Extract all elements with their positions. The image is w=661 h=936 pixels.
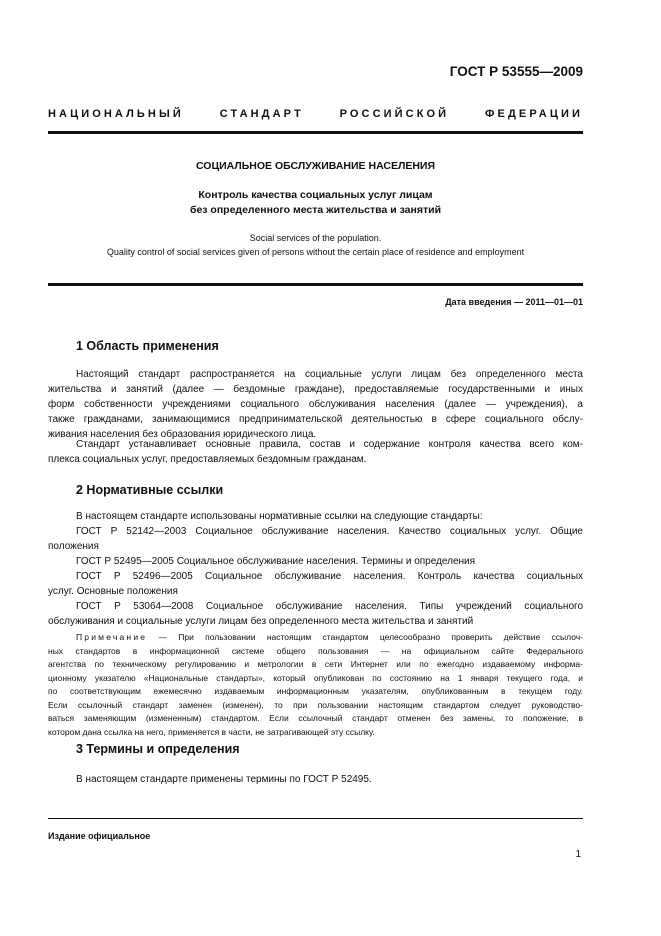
introduction-date: Дата введения — 2011—01—01 [445,297,583,307]
standard-subtitle [48,188,583,218]
section-3-paragraph [76,772,583,787]
text-line: Стандарт устанавливает основные правила, состав и содержание контроля качества всего ком- [76,439,583,450]
english-title-line: Social services of the population. [249,233,382,243]
text-line: живания населения без образования юридического лица. [48,429,317,440]
text-line: форм собственности учреждениями социального обслуживания населения (далее — учреждения), а [48,399,583,410]
reference-line: услуг. Основные положения [48,586,178,597]
section-1-paragraph-2 [48,437,583,467]
note-line: агентства по техническому регулированию и метрологии в сети Интернет или по ежегодно издаваемому информа- [48,659,583,669]
note-line: Если ссылочный стандарт заменен (изменен), то при пользовании настоящим стандартом следует руководство- [48,699,583,710]
national-standard-banner: НАЦИОНАЛЬНЫЙ СТАНДАРТ РОССИЙСКОЙ ФЕДЕРАЦИИ [48,108,583,120]
english-title-line: Quality control of social services given of persons without the certain place of residence and employment [106,247,525,257]
standard-title: СОЦИАЛЬНОЕ ОБСЛУЖИВАНИЕ НАСЕЛЕНИЯ [195,160,436,172]
note-line: по соответствующим ежемесячно издаваемым информационным указателям, опубликованным в текущем году. [48,686,583,696]
reference-line: обслуживания и социальные услуги лицам без определенного места жительства и занятий [48,616,474,627]
subtitle-line: без определенного места жительства и занятий [189,204,442,216]
english-title [48,231,583,259]
subtitle-line: Контроль качества социальных услуг лицам [198,189,433,201]
note-line: ваться заменяющим (измененным) стандартом. Если ссылочный стандарт отменен без замены, то положение, в [48,713,583,723]
note-label: Примечание [76,632,148,642]
text-line: плекса социальных услуг, предоставляемых бездомным гражданам. [48,454,367,465]
reference-line: ГОСТ Р 52496—2005 Социальное обслуживание населения. Контроль качества социальных [76,571,583,582]
reference-line: положения [48,541,99,552]
text-line: Настоящий стандарт распространяется на социальные услуги лицам без определенного места [76,369,583,380]
header-rule [48,131,583,134]
text-line: также гражданами, занимающимися предпринимательской деятельностью в сфере социального обслу- [48,414,583,425]
section-2-references [48,509,583,629]
section-1-heading: 1 Область применения [76,339,219,353]
reference-line: ГОСТ Р 52495—2005 Социальное обслуживание населения. Термины и определения [76,556,476,567]
section-1-paragraph-1 [48,367,583,442]
section-3-heading: 3 Термины и определения [76,742,240,756]
note-line: ционному указателю «Национальные стандарты», который опубликован по состоянию на 1 января текущего года, и [48,672,583,683]
note-text: — При пользовании настоящим стандартом целесообразно проверить действие ссылоч- [147,632,583,642]
note-line: котором дана ссылка на него, применяется в части, не затрагивающей эту ссылку. [48,726,375,737]
text-line: жительства и занятий (далее — бездомные граждане), предоставляемые государственными и иных [48,384,583,395]
note-line: ных стандартов в информационной системе общего пользования — на официальном сайте Федерального [48,645,583,656]
text-line: В настоящем стандарте применены термины по ГОСТ Р 52495. [76,774,372,785]
text-line: В настоящем стандарте использованы нормативные ссылки на следующие стандарты: [76,511,483,522]
reference-line: ГОСТ Р 52142—2003 Социальное обслуживание населения. Качество социальных услуг. Общие [76,526,583,537]
page-number: 1 [575,849,581,860]
document-code: ГОСТ Р 53555—2009 [449,64,583,79]
footer-rule [48,818,583,819]
section-2-heading: 2 Нормативные ссылки [76,483,224,497]
title-rule [48,283,583,286]
reference-line: ГОСТ Р 53064—2008 Социальное обслуживание населения. Типы учреждений социального [76,601,583,612]
section-2-note [48,631,583,739]
note-line [76,631,583,645]
official-edition-label: Издание официальное [48,831,151,841]
